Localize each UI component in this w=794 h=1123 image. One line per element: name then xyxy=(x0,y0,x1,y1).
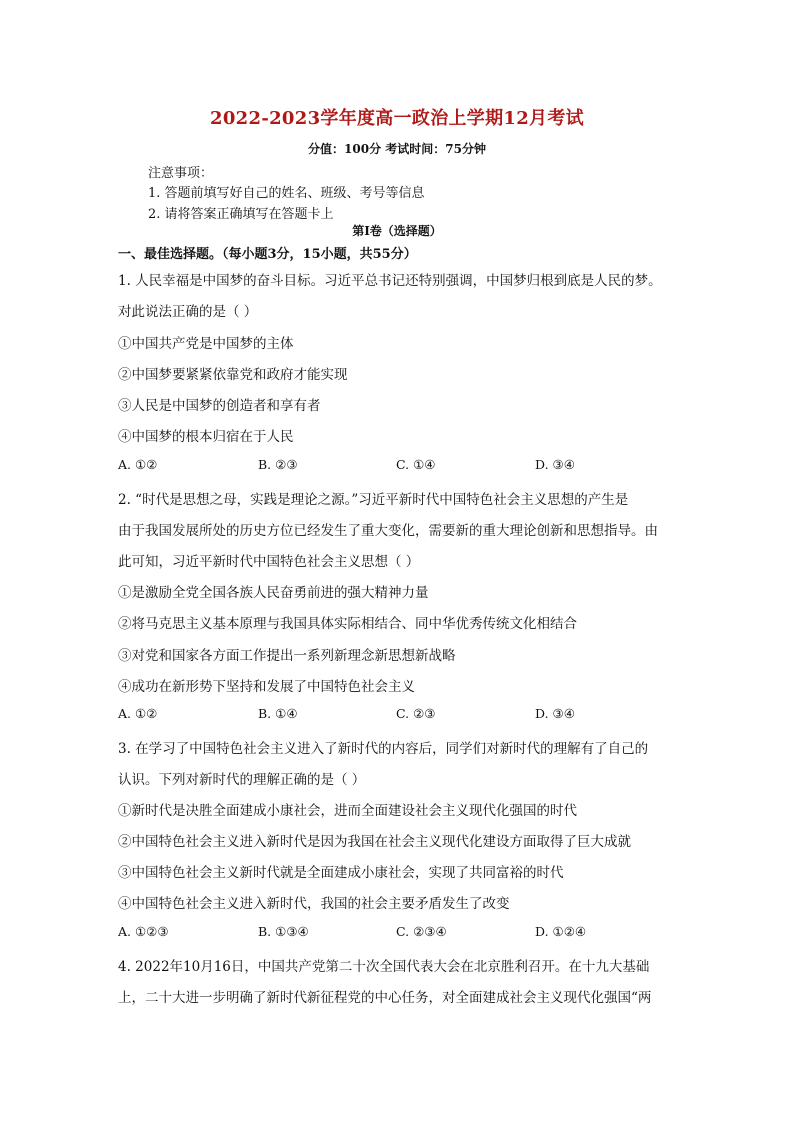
option-a[interactable]: A. ①② xyxy=(118,706,158,721)
question-1-statement: ①中国共产党是中国梦的主体 xyxy=(118,336,294,352)
question-2-stem-line: 由于我国发展所处的历史方位已经发生了重大变化，需要新的重大理论创新和思想指导。由 xyxy=(118,523,658,539)
question-1-options xyxy=(118,457,688,477)
question-2-statement: ③对党和国家各方面工作提出一系列新理念新思想新战略 xyxy=(118,648,456,664)
option-c[interactable]: C. ②③④ xyxy=(396,924,447,939)
question-3-options xyxy=(118,924,688,944)
question-3-statement: ③中国特色社会主义新时代就是全面建成小康社会，实现了共同富裕的时代 xyxy=(118,865,564,881)
option-d[interactable]: D. ①②④ xyxy=(535,924,587,939)
notes-label: 注意事项： xyxy=(148,166,214,181)
question-2-statement: ④成功在新形势下坚持和发展了中国特色社会主义 xyxy=(118,679,415,695)
question-2-statement: ②将马克思主义基本原理与我国具体实际相结合、同中华优秀传统文化相结合 xyxy=(118,616,577,632)
question-1-statement: ③人民是中国梦的创造者和享有者 xyxy=(118,398,321,414)
exam-title: 2022-2023学年度高一政治上学期12月考试 xyxy=(210,108,584,129)
question-3-stem-line: 3. 在学习了中国特色社会主义进入了新时代的内容后，同学们对新时代的理解有了自己的 xyxy=(118,741,649,757)
question-1-stem-line: 1. 人民幸福是中国梦的奋斗目标。习近平总书记还特别强调，中国梦归根到底是人民的梦。 xyxy=(118,273,662,289)
option-b[interactable]: B. ①③④ xyxy=(258,924,309,939)
part-title: 一、最佳选择题。（每小题3分，15小题，共55分） xyxy=(118,247,417,262)
question-4-stem-line: 4. 2022年10月16日，中国共产党第二十次全国代表大会在北京胜利召开。在十九大基础 xyxy=(118,959,650,975)
question-3-statement: ②中国特色社会主义进入新时代是因为我国在社会主义现代化建设方面取得了巨大成就 xyxy=(118,834,631,850)
question-4-stem-line: 上，二十大进一步明确了新时代新征程党的中心任务，对全面建成社会主义现代化强国“两 xyxy=(118,990,652,1006)
note-item: 2. 请将答案正确填写在答题卡上 xyxy=(148,207,334,222)
section-title: 第I卷（选择题） xyxy=(352,224,442,238)
option-c[interactable]: C. ②③ xyxy=(396,706,436,721)
question-2-statement: ①是激励全党全国各族人民奋勇前进的强大精神力量 xyxy=(118,585,429,601)
question-1-statement: ②中国梦要紧紧依靠党和政府才能实现 xyxy=(118,367,348,383)
question-2-options xyxy=(118,706,688,726)
question-2-stem-line: 2. “时代是思想之母，实践是理论之源。”习近平新时代中国特色社会主义思想的产生是 xyxy=(118,492,629,508)
question-3-statement: ①新时代是决胜全面建成小康社会，进而全面建设社会主义现代化强国的时代 xyxy=(118,803,577,819)
option-b[interactable]: B. ①④ xyxy=(258,706,298,721)
option-d[interactable]: D. ③④ xyxy=(535,457,575,472)
question-3-statement: ④中国特色社会主义进入新时代，我国的社会主要矛盾发生了改变 xyxy=(118,896,510,912)
question-2-stem-line: 此可知，习近平新时代中国特色社会主义思想（ ） xyxy=(118,554,420,570)
question-1-statement: ④中国梦的根本归宿在于人民 xyxy=(118,429,294,445)
question-3-stem-line: 认识。下列对新时代的理解正确的是（ ） xyxy=(118,772,366,788)
option-a[interactable]: A. ①②③ xyxy=(118,924,169,939)
option-b[interactable]: B. ②③ xyxy=(258,457,298,472)
note-item: 1. 答题前填写好自己的姓名、班级、考号等信息 xyxy=(148,186,425,201)
option-d[interactable]: D. ③④ xyxy=(535,706,575,721)
score-time-info: 分值：100分 考试时间：75分钟 xyxy=(308,142,486,156)
option-c[interactable]: C. ①④ xyxy=(396,457,436,472)
option-a[interactable]: A. ①② xyxy=(118,457,158,472)
question-1-stem-line: 对此说法正确的是（ ） xyxy=(118,304,258,320)
